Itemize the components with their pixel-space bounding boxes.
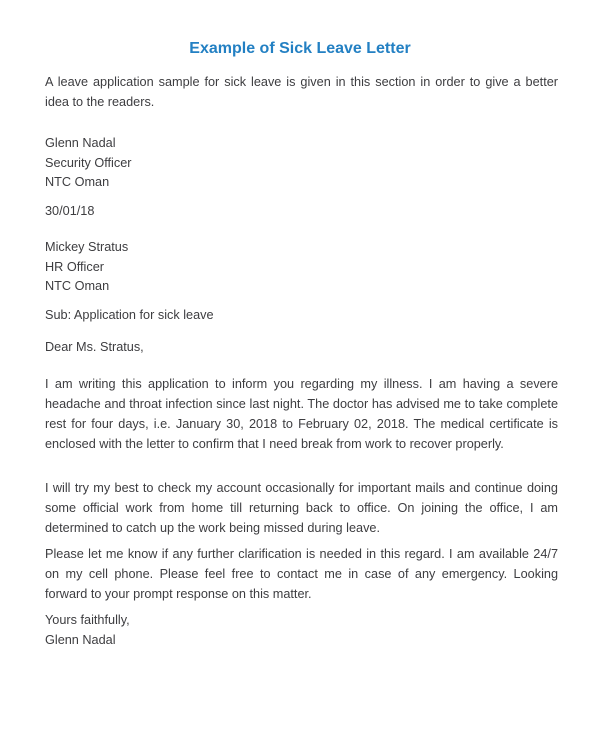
salutation-line: Dear Ms. Stratus, <box>45 340 144 354</box>
body-paragraph-3: Please let me know if any further clarification is needed in this regard. I am available 24/7 on my cell phone. Please feel free to contact me in case of any emergency. Looking forward to your prompt response on this matter. <box>45 547 558 601</box>
recipient-name: Mickey Stratus <box>45 240 129 254</box>
intro-paragraph: A leave application sample for sick leave is given in this section in order to give a better idea to the readers. <box>45 75 558 109</box>
letter-date: 30/01/18 <box>45 204 95 218</box>
sender-block <box>45 134 558 193</box>
sender-name: Glenn Nadal <box>45 136 116 150</box>
closing-block <box>45 611 558 650</box>
sender-job-title: Security Officer <box>45 155 132 170</box>
recipient-job-title: HR Officer <box>45 259 104 274</box>
recipient-block <box>45 238 558 297</box>
sender-company: NTC Oman <box>45 175 110 189</box>
page-title: Example of Sick Leave Letter <box>189 40 411 57</box>
recipient-company: NTC Oman <box>45 279 110 293</box>
body-paragraph-1: I am writing this application to inform you regarding my illness. I am having a severe headache and throat infection since last night. The doctor has advised me to take complete rest for four days, i.e. January 30, 2018 to February 02, 2018. The medical certificate is enclosed with the letter to confirm that I need break from work to recover properly. <box>45 377 558 451</box>
subject-line: Sub: Application for sick leave <box>45 308 214 322</box>
body-paragraph-2: I will try my best to check my account occasionally for important mails and continue doing some official work from home till returning back to office. On joining the office, I am determined to catch up the work being missed during leave. <box>45 481 558 535</box>
valediction-line: Yours faithfully, <box>45 613 130 627</box>
signature-name: Glenn Nadal <box>45 632 116 647</box>
